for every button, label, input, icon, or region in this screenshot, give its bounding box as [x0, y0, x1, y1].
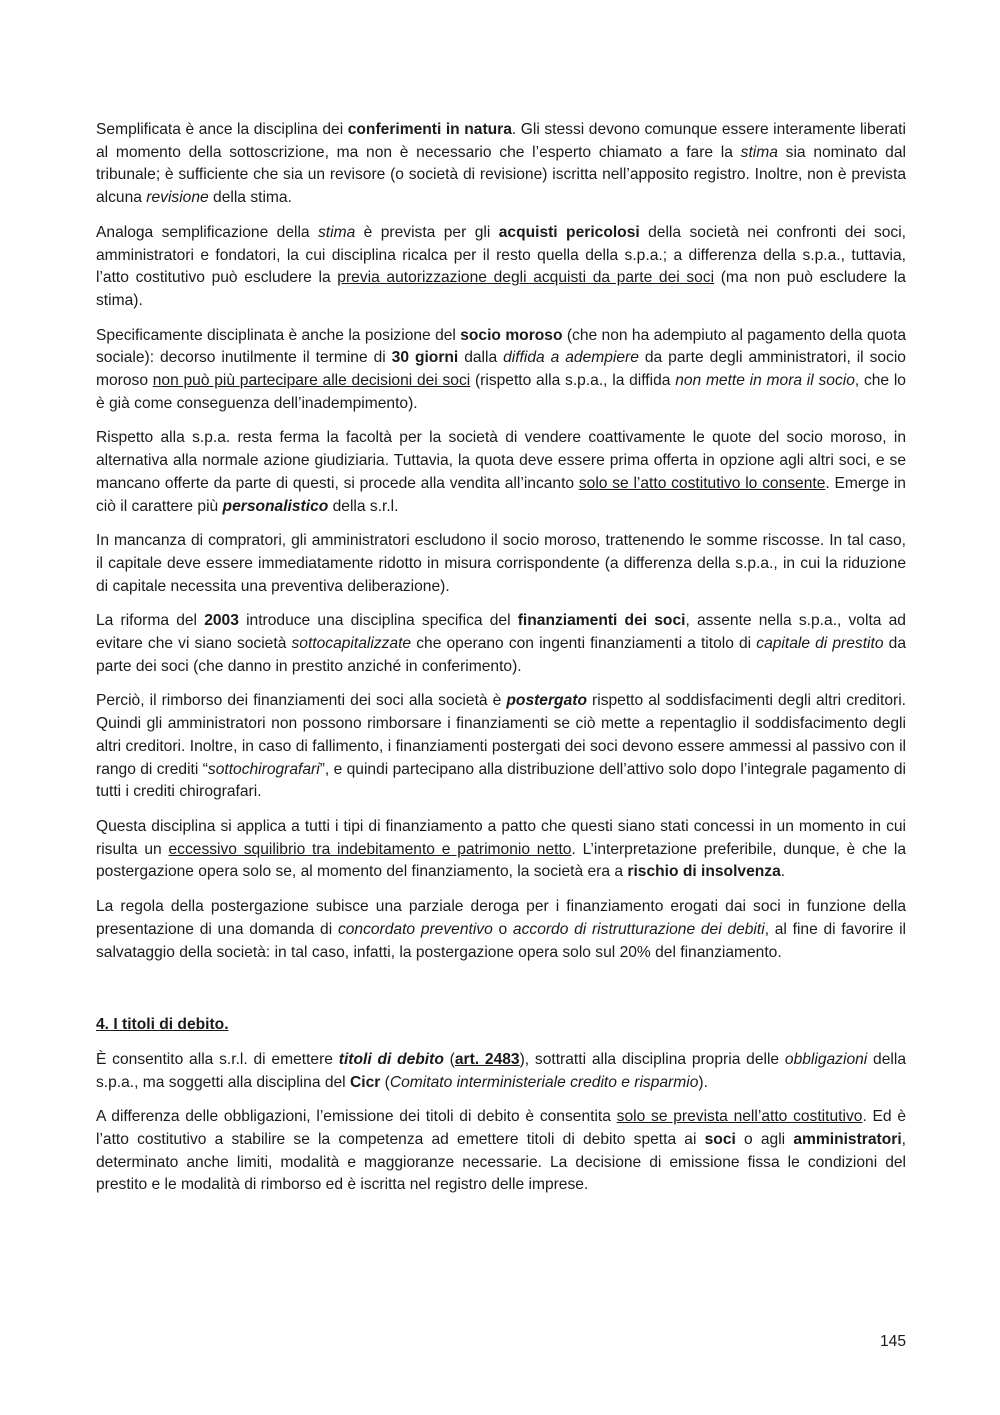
text-run: o agli: [735, 1131, 794, 1149]
paragraph-postergazione: [96, 690, 906, 804]
text-run: acquisti pericolosi: [498, 223, 640, 241]
text-run: , assente nella s.p.a., volta ad evitare che vi siano società: [96, 612, 906, 653]
paragraph-squilibrio: [96, 816, 906, 884]
text-run: solo se prevista nell’atto costitutivo: [616, 1108, 863, 1126]
text-run: titoli di debito: [338, 1050, 444, 1068]
text-run: è prevista per gli: [355, 223, 499, 241]
text-run: sia nominato dal tribunale; è sufficiente che sia un revisore (o società di revisione) iscritta nell’apposito registro. Inoltre, non è prevista alcuna: [96, 143, 906, 207]
text-run: capitale di prestito: [756, 635, 884, 653]
text-run: non mette in mora il socio: [675, 372, 855, 390]
text-run: rispetto al soddisfacimenti degli altri creditori. Quindi gli amministratori non possono rimborsare i finanziamenti se ciò mette a repentaglio il soddisfacimento degli altri creditori. Inoltre, in caso di fallimento, i finanziamenti postergati dei soci devono essere ammessi al passivo con il rango di crediti “: [96, 692, 906, 778]
text-run: (ma non può escludere la stima).: [96, 269, 906, 309]
text-run: personalistico: [222, 497, 329, 515]
text-run: La riforma del: [96, 612, 205, 630]
text-run: diffida a adempiere: [503, 349, 639, 367]
text-run: , che lo è già come conseguenza dell’inadempimento).: [96, 372, 906, 412]
text-run: ), sottratti alla disciplina propria delle: [519, 1050, 785, 1068]
page-number: 145: [879, 1333, 906, 1350]
text-run: previa autorizzazione degli acquisti da parte dei soci: [337, 269, 715, 287]
text-run: conferimenti in natura: [347, 121, 512, 138]
text-run: . Ed è l’atto costitutivo a stabilire se la competenza ad emettere titoli di debito spetta ai: [96, 1108, 907, 1149]
text-run: finanziamenti dei soci: [517, 612, 686, 630]
page-content: [96, 119, 906, 1209]
text-run: introduce una disciplina specifica del: [238, 612, 518, 630]
text-run: solo se l’atto costitutivo lo consente: [578, 474, 826, 492]
text-run: ).: [698, 1073, 708, 1091]
text-run: . Emerge in ciò il carattere più: [96, 474, 906, 515]
text-run: . L’interpretazione preferibile, dunque, è che la postergazione opera solo se, al momento del finanziamento, la società era a: [96, 840, 906, 881]
text-run: La regola della postergazione subisce una parziale deroga per i finanziamento erogati dai soci in funzione della presentazione di una domanda di: [96, 898, 906, 938]
text-run: della stima.: [208, 189, 292, 207]
text-run: .: [780, 863, 786, 881]
body-text: [96, 119, 906, 964]
section-body: [96, 1049, 906, 1197]
text-run: o: [492, 920, 513, 938]
text-run: sottocapitalizzate: [291, 635, 412, 653]
text-run: A differenza delle obbligazioni, l’emissione dei titoli di debito è consentita: [96, 1108, 617, 1126]
paragraph-acquisti-pericolosi: [96, 222, 906, 313]
paragraph-vendita-coattiva: [96, 427, 906, 518]
text-run: della s.p.a., ma soggetti alla disciplina del: [96, 1050, 906, 1091]
text-run: (rispetto alla s.p.a., la diffida: [470, 372, 676, 390]
text-run: 30 giorni: [391, 349, 459, 367]
text-run: non può più partecipare alle decisioni dei soci: [152, 372, 471, 390]
text-run: della società nei confronti dei soci, amministratori e fondatori, la cui disciplina ricalca per il resto quella della s.p.a.; a differenza della s.p.a., tuttavia, l’atto costitutivo può escludere la: [96, 223, 907, 287]
text-run: della s.r.l.: [328, 497, 399, 515]
text-run: (che non ha adempiuto al pagamento della quota sociale): decorso inutilmente il termine di: [96, 326, 906, 367]
text-run: sottochirografari: [207, 760, 320, 778]
text-run: eccessivo squilibrio tra indebitamento e patrimonio netto: [168, 840, 572, 858]
text-run: (: [443, 1050, 455, 1068]
text-run: Specificamente disciplinata è anche la posizione del: [96, 326, 461, 344]
text-run: Rispetto alla s.p.a. resta ferma la facoltà per la società di vendere coattivamente le quote del socio moroso, in alternativa alla normale azione giudiziaria. Tuttavia, la quota deve essere prima offerta in opzione agli altri soci, e se mancano offerte da parte di questi, si procede alla vendita all’incanto: [96, 429, 906, 492]
text-run: art. 2483: [454, 1050, 520, 1068]
text-run: da parte dei soci (che danno in prestito anziché in conferimento).: [96, 635, 906, 675]
text-run: È consentito alla s.r.l. di emettere: [96, 1050, 339, 1068]
text-run: Semplificata è ance la disciplina dei: [96, 121, 348, 138]
text-run: dalla: [458, 349, 504, 367]
text-run: obbligazioni: [784, 1050, 868, 1068]
text-run: rischio di insolvenza: [627, 863, 781, 881]
paragraph-deroga: [96, 896, 906, 964]
text-run: , determinato anche limiti, modalità e maggioranze necessarie. La decisione di emissione fissa le condizioni del prestito e le modalità di rimborso ed è iscritta nel registro delle imprese.: [96, 1131, 906, 1194]
text-run: socio moroso: [460, 326, 563, 344]
text-run: stima: [318, 223, 356, 241]
text-run: stima: [740, 143, 778, 161]
text-run: Perciò, il rimborso dei finanziamenti dei soci alla società è: [96, 692, 507, 710]
text-run: postergato: [506, 692, 587, 710]
text-run: concordato preventivo: [337, 920, 493, 938]
text-run: 2003: [204, 612, 239, 630]
paragraph-finanziamenti-soci: [96, 610, 906, 678]
paragraph-emissione: [96, 1106, 906, 1197]
text-run: che operano con ingenti finanziamenti a titolo di: [411, 635, 757, 653]
text-run: revisione: [146, 189, 209, 207]
text-run: In mancanza di compratori, gli amministratori escludono il socio moroso, trattenendo le somme riscosse. In tal caso, il capitale deve essere immediatamente ridotto in misura corrispondente (a differenza della s.p.a., in cui la riduzione di capitale necessita una preventiva deliberazione).: [96, 532, 906, 595]
paragraph-socio-moroso: [96, 325, 906, 416]
text-run: soci: [704, 1131, 736, 1149]
text-run: , al fine di favorire il salvataggio della società: in tal caso, infatti, la postergazione opera solo sul 20% del finanziamento.: [96, 920, 907, 961]
text-run: (: [380, 1073, 390, 1091]
text-run: Cicr: [349, 1073, 381, 1091]
text-run: ”, e quindi partecipano alla distribuzione dell’attivo solo dopo l’integrale pagamento di tutti i crediti chirografari.: [96, 760, 906, 801]
text-run: . Gli stessi devono comunque essere interamente liberati al momento della sottoscrizione, ma non è necessario che l’esperto chiamato a fare la: [96, 121, 906, 161]
paragraph-conferimenti: [96, 119, 906, 210]
paragraph-titoli-debito: [96, 1049, 906, 1094]
text-run: da parte degli amministratori, il socio moroso: [96, 349, 906, 390]
text-run: Comitato interministeriale credito e risparmio: [389, 1073, 699, 1091]
text-run: Analoga semplificazione della: [96, 223, 318, 241]
text-run: Questa disciplina si applica a tutti i tipi di finanziamento a patto che questi siano stati concessi in un momento in cui risulta un: [96, 817, 906, 858]
section-heading: 4. I titoli di debito.: [96, 1016, 229, 1034]
text-run: accordo di ristrutturazione dei debiti: [512, 920, 765, 938]
paragraph-mancanza-compratori: [96, 530, 906, 598]
text-run: amministratori: [793, 1131, 902, 1149]
